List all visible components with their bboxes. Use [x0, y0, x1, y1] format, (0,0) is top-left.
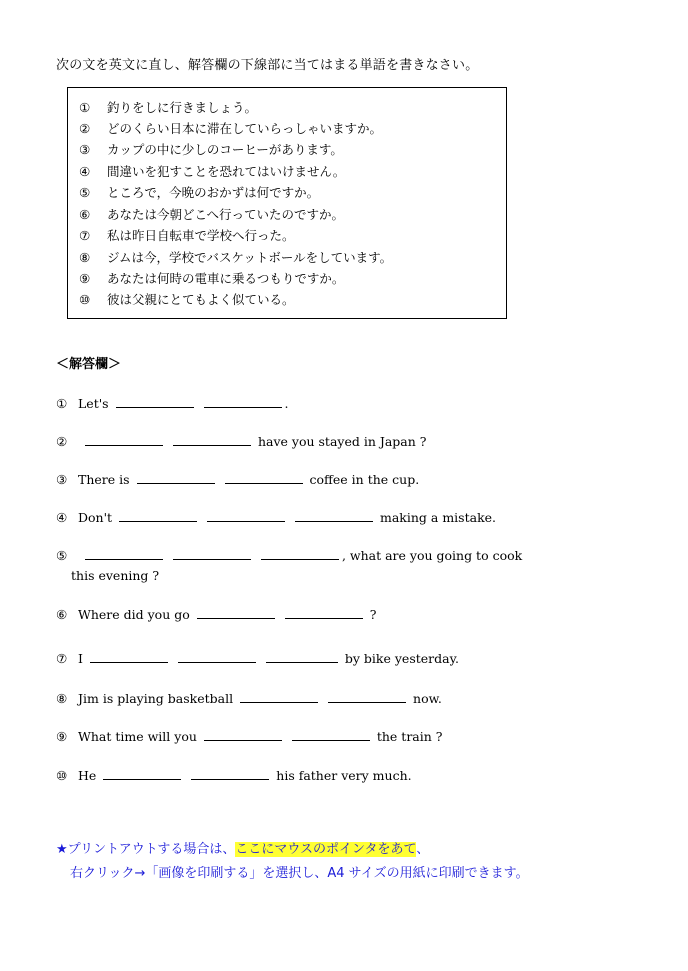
question-item: ② どのくらい日本に滞在していらっしゃいますか。: [79, 121, 383, 136]
question-box: [67, 87, 507, 319]
question-item: ⑨ あなたは何時の電車に乗るつもりですか。: [79, 271, 345, 286]
question-item: ⑦ 私は昨日自転車で学校へ行った。: [79, 228, 295, 243]
answer-blank[interactable]: [292, 729, 370, 741]
instruction: 次の文を英文に直し、解答欄の下線部に当てはまる単語を書きなさい。: [56, 58, 479, 73]
answer-blank[interactable]: [225, 472, 303, 484]
answer-blank[interactable]: [266, 651, 338, 663]
answer-row-6: ⑥ Where did you go ?: [56, 607, 377, 622]
question-item: ⑤ ところで，今晩のおかずは何ですか。: [79, 185, 320, 200]
answer-blank[interactable]: [285, 607, 363, 619]
answer-blank[interactable]: [261, 548, 339, 560]
print-note-line2: 右クリック→「画像を印刷する」を選択し、A4 サイズの用紙に印刷できます。: [70, 866, 529, 881]
answer-row-5: ⑤ , what are you going to cook this evening ?: [56, 548, 523, 583]
answer-blank[interactable]: [328, 691, 406, 703]
answer-continuation: this evening ?: [71, 568, 160, 583]
answer-blank[interactable]: [295, 510, 373, 522]
answer-blank[interactable]: [197, 607, 275, 619]
answer-blank[interactable]: [207, 510, 285, 522]
answer-row-8: ⑧ Jim is playing basketball now.: [56, 691, 442, 706]
answer-blank[interactable]: [240, 691, 318, 703]
answer-row-2: ② have you stayed in Japan ?: [56, 434, 427, 449]
question-item: ⑥ あなたは今朝どこへ行っていたのですか。: [79, 207, 345, 222]
answer-blank[interactable]: [173, 548, 251, 560]
print-note-line1: ★プリントアウトする場合は、ここにマウスのポインタをあて、: [56, 842, 430, 857]
answer-blank[interactable]: [173, 434, 251, 446]
question-item: ③ カップの中に少しのコーヒーがあります。: [79, 142, 343, 157]
star-icon: ★: [56, 842, 68, 857]
answer-blank[interactable]: [116, 396, 194, 408]
answer-row-9: ⑨ What time will you the train ?: [56, 729, 443, 744]
question-item: ① 釣りをしに行きましょう。: [79, 100, 258, 115]
answer-blank[interactable]: [119, 510, 197, 522]
question-item: ⑧ ジムは今，学校でバスケットボールをしています。: [79, 250, 393, 265]
answer-blank[interactable]: [191, 768, 269, 780]
answer-blank[interactable]: [90, 651, 168, 663]
answer-row-3: ③ There is coffee in the cup.: [56, 472, 420, 487]
print-hover-target[interactable]: ここにマウスのポインタをあて: [235, 842, 417, 857]
answer-row-7: ⑦ I by bike yesterday.: [56, 651, 459, 666]
answer-row-10: ⑩ He his father very much.: [56, 768, 412, 783]
answer-row-1: ① Let's .: [56, 396, 289, 411]
answer-blank[interactable]: [85, 434, 163, 446]
answer-blank[interactable]: [85, 548, 163, 560]
answer-section-title: ＜解答欄＞: [56, 357, 122, 372]
answer-blank[interactable]: [103, 768, 181, 780]
answer-blank[interactable]: [178, 651, 256, 663]
answer-row-4: ④ Don't making a mistake.: [56, 510, 497, 525]
answer-blank[interactable]: [137, 472, 215, 484]
question-item: ④ 間違いを犯すことを恐れてはいけません。: [79, 164, 346, 179]
answer-blank[interactable]: [204, 729, 282, 741]
answer-blank[interactable]: [204, 396, 282, 408]
question-item: ⑩ 彼は父親にとてもよく似ている。: [79, 292, 295, 307]
